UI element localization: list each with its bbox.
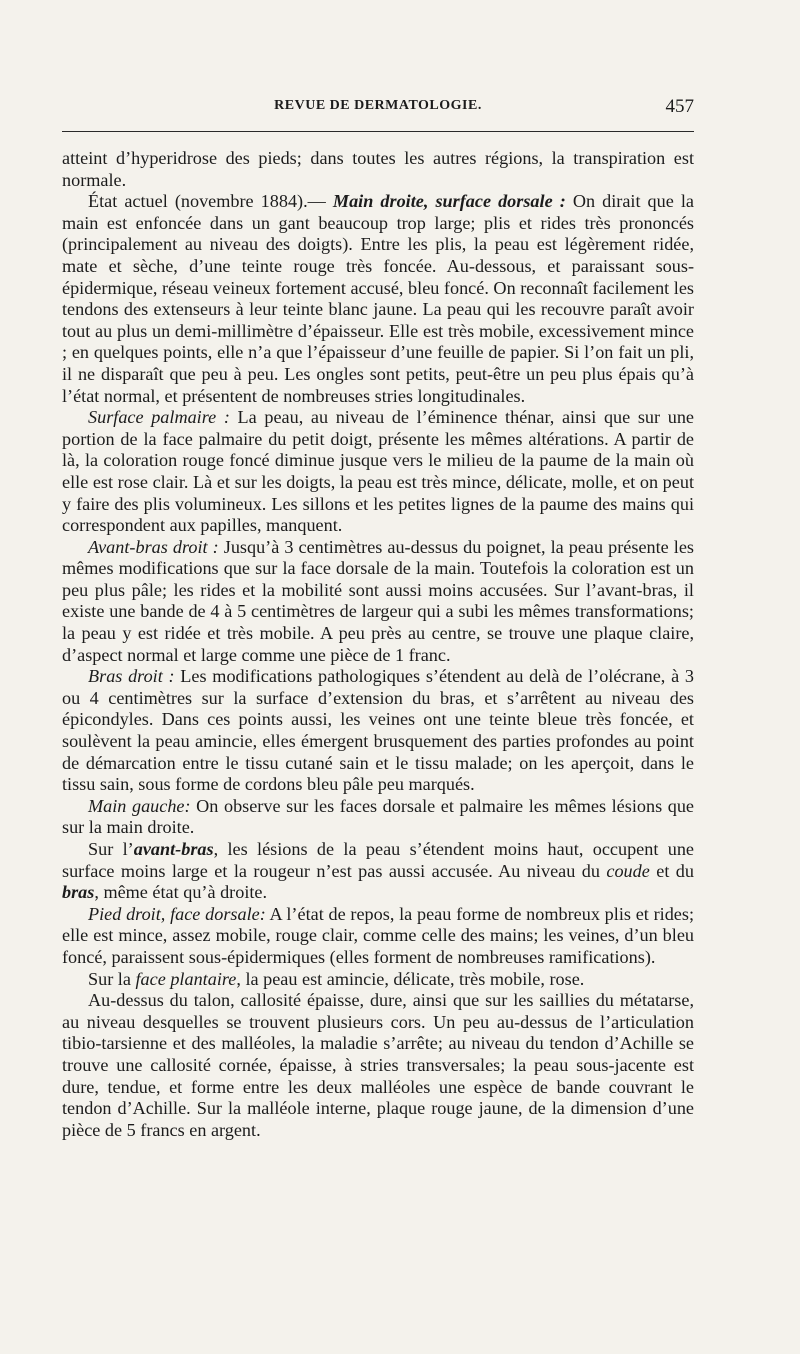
- paragraph-text: On observe sur les faces dorsale et palmaire les mêmes lésions que sur la main droite.: [62, 795, 694, 838]
- paragraph-text: , même état qu’à droite.: [94, 882, 268, 903]
- paragraph-text: , la peau est amincie, délicate, très mobile, rose.: [236, 968, 585, 989]
- section-heading-surface-palmaire: Surface palmaire :: [88, 407, 230, 428]
- paragraph-text: et du: [649, 860, 694, 881]
- paragraph-text: La peau, au niveau de l’éminence thénar, ainsi que sur une portion de la face palmaire du petit doigt, présente les mêmes altérations. A partir de là, la coloration rouge foncé diminue jusque vers le milieu de la paume de la main où elle est rose clair. Là et sur les doigts, la peau est très mince, délicate, molle, et on peut y faire des plis volumineux. Les sillons et les petites lignes de la paume des mains qui correspondent aux papilles, manquent.: [62, 407, 694, 536]
- running-title: REVUE DE DERMATOLOGIE.: [274, 98, 482, 113]
- section-heading-avant-bras-droit: Avant-bras droit :: [88, 536, 219, 557]
- paragraph: [62, 904, 694, 969]
- paragraph: [62, 537, 694, 667]
- paragraph: [62, 407, 694, 537]
- page-header: [62, 98, 694, 120]
- section-heading-bras-droit: Bras droit :: [88, 666, 175, 687]
- etat-actuel-lead: État actuel (novembre 1884).—: [88, 191, 333, 212]
- page-number: 457: [665, 96, 694, 117]
- paragraph: Au-dessus du talon, callosité épaisse, dure, ainsi que sur les saillies du métatarse, au niveau desquelles se trouvent plusieurs cors. Un peu au-dessus de l’articulation tibio-tarsienne et des malléoles, la maladie s’arrête; au niveau du tendon d’Achille se trouve une callosité cornée, épaisse, à stries transversales; la peau sous-jacente est dure, tendue, et forme entre les deux malléoles une espèce de bande couvrant le tendon d’Achille. Sur la malléole interne, plaque rouge jaune, de la dimension d’une pièce de 5 francs en argent.: [62, 990, 694, 1140]
- paragraph-text: A l’état de repos, la peau forme de nombreux plis et rides; elle est mince, assez mobile, rouge clair, comme celle des mains; les veines, d’un bleu foncé, paraissent sous-épidermiques (elles forment de nombreuses ramifications).: [62, 903, 694, 967]
- paragraph: [62, 839, 694, 904]
- section-heading-main-gauche: Main gauche:: [88, 795, 191, 816]
- paragraph: [62, 191, 694, 407]
- paragraph: [62, 666, 694, 796]
- emphasis-face-plantaire: face plantaire: [135, 968, 237, 989]
- paragraph-text: On dirait que la main est enfoncée dans un gant beaucoup trop large; plis et rides très prononcés (principalement au niveau des doigts). Entre les plis, la peau est légèrement ridée, mate et sèche, d’une teinte rouge très foncée. Au-dessous, et paraissant sous-épidermique, réseau veineux fortement accusé, bleu foncé. On reconnaît facilement les tendons des extenseurs à leur teinte blanc jaune. La peau qui les recouvre paraît avoir tout au plus un demi-millimètre d’épaisseur. Elle est très mobile, excessivement mince ; en quelques points, elle n’a que l’épaisseur d’une feuille de papier. Si l’on fait un pli, il ne disparaît que peu à peu. Les ongles sont petits, peut-être un peu plus épais qu’à l’état normal, et présentent de nombreuses stries longitudinales.: [62, 191, 695, 406]
- paragraph: [62, 969, 694, 991]
- emphasis-coude: coude: [606, 860, 650, 881]
- paragraph-text: , les lésions de la peau s’étendent moins haut, occupent une surface moins large et la rougeur n’est pas aussi accusée. Au niveau du: [62, 839, 694, 881]
- emphasis-avant-bras: avant-bras: [133, 839, 214, 859]
- paragraph: atteint d’hyperidrose des pieds; dans toutes les autres régions, la transpiration est normale.: [62, 148, 694, 190]
- header-rule: [62, 131, 694, 132]
- emphasis-bras: bras: [62, 882, 95, 903]
- paragraph-text: Sur l’: [88, 839, 134, 859]
- paragraph: [62, 796, 694, 839]
- paragraph-text: Les modifications pathologiques s’étendent au delà de l’olécrane, à 3 ou 4 centimètres sur la surface d’extension du bras, et s’arrêtent au niveau des épicondyles. Dans ces points aussi, les veines ont une teinte bleue très foncée, et soulèvent la peau amincie, elles émergent brusquement des parties profondes au point de démarcation entre le tissu cutané sain et le tissu malade; on les aperçoit, dans le tissu sain, sous forme de cordons bleu pâle peu marqués.: [62, 666, 694, 795]
- paragraph-text: Sur la: [88, 968, 136, 989]
- section-heading-pied-droit: Pied droit, face dorsale:: [88, 903, 266, 924]
- paragraph-text: Jusqu’à 3 centimètres au-dessus du poignet, la peau présente les mêmes modifications que sur la face dorsale de la main. Toutefois la coloration est un peu plus pâle; les rides et la mobilité sont aussi moins accusées. Sur l’avant-bras, il existe une bande de 4 à 5 centimètres de largeur qui a subi les mêmes transformations; la peau y est ridée et très mobile. A peu près au centre, se trouve une plaque claire, d’aspect normal et large comme une pièce de 1 franc.: [62, 536, 694, 665]
- body-text: [62, 148, 694, 1141]
- section-heading-main-droite: Main droite, surface dorsale :: [332, 191, 566, 212]
